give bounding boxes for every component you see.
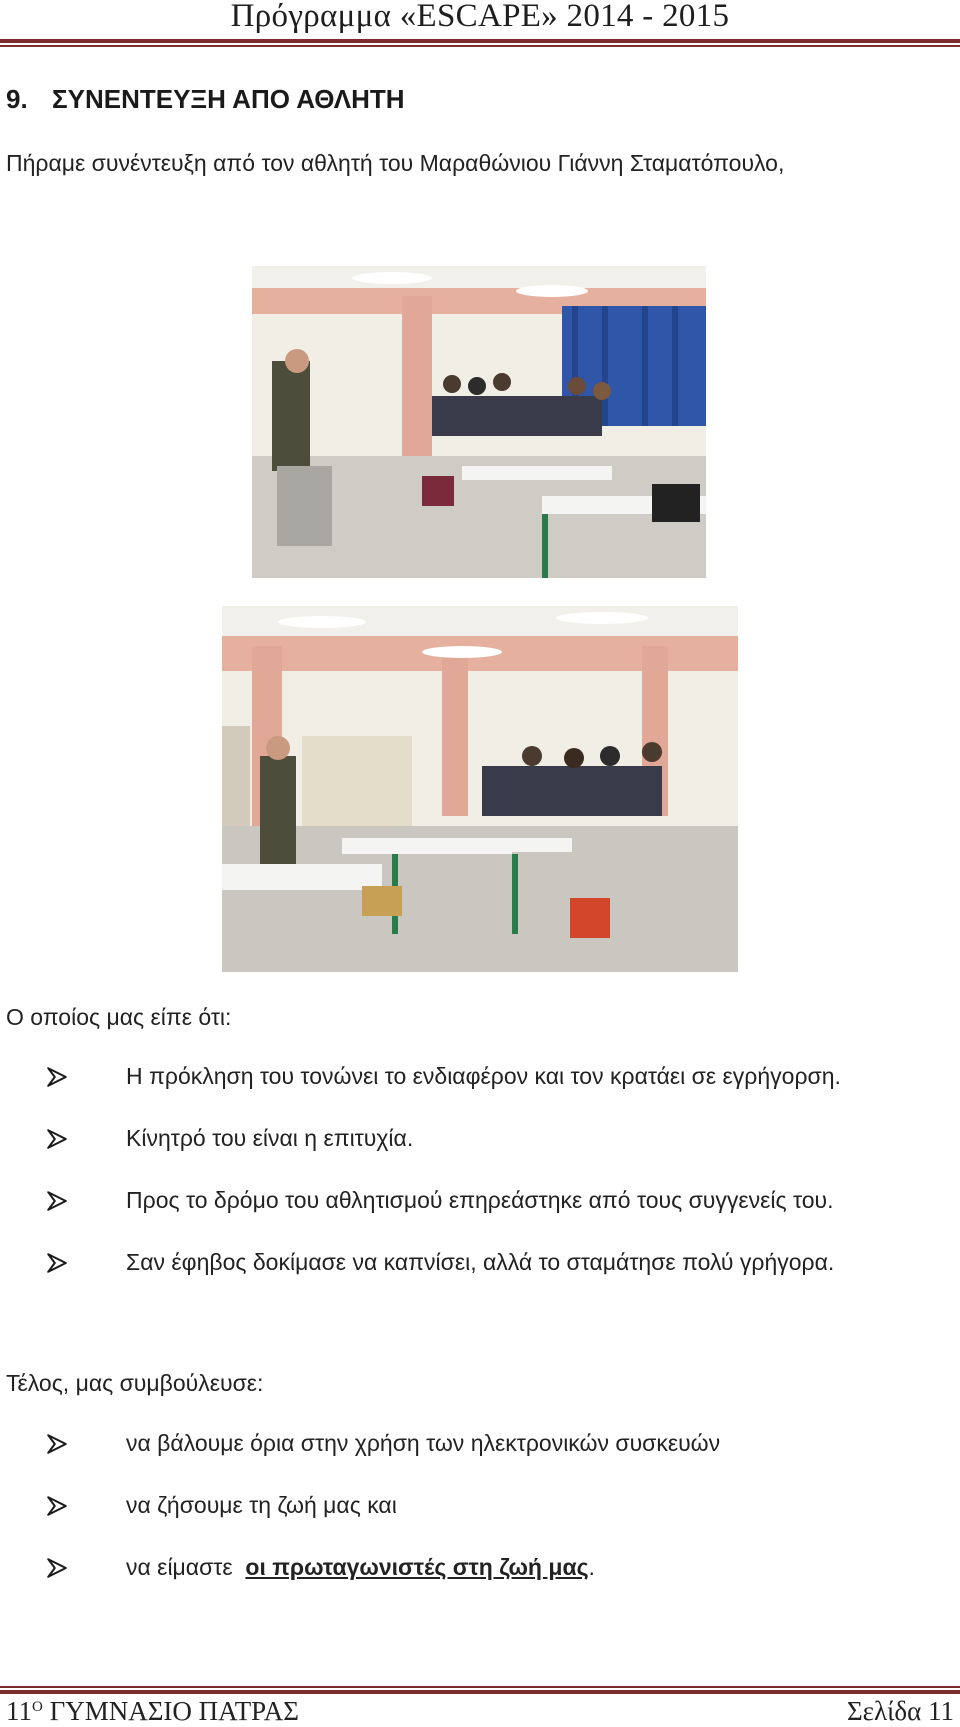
list-item-text: να ζήσουμε τη ζωή μας και [126,1492,397,1518]
arrowhead-bullet-icon [46,1066,86,1088]
section-heading [6,84,405,115]
arrowhead-bullet-icon [46,1252,86,1274]
footer-rule [0,1690,960,1694]
footer-school [6,1696,299,1727]
advice-last-suffix: . [588,1554,595,1580]
list-item-text: Η πρόκληση του τονώνει το ενδιαφέρον και τον κρατάει σε εγρήγορση. [126,1063,841,1089]
list-item [46,1063,841,1090]
footer-rule-thin [0,1686,960,1688]
footer-school-name: ΓΥΜΝΑΣΙΟ ΠΑΤΡΑΣ [42,1696,299,1726]
page-header-title: Πρόγραμμα «ESCAPE» 2014 - 2015 [230,0,730,34]
list-item [46,1430,720,1457]
header-rule [0,39,960,43]
interview-photo-2 [222,606,738,972]
arrowhead-bullet-icon [46,1557,86,1579]
arrowhead-bullet-icon [46,1190,86,1212]
list-item [46,1492,397,1519]
header-rule-thin [0,45,960,47]
advice-emphasis: οι πρωταγωνιστές στη ζωή μας [245,1554,589,1580]
list-item-text: Προς το δρόμο του αθλητισμού επηρεάστηκε από τους συγγενείς του. [126,1187,834,1213]
list-item-text: Σαν έφηβος δοκίμασε να καπνίσει, αλλά το σταμάτησε πολύ γρήγορα. [126,1249,835,1275]
advice-last-prefix: να είμαστε [126,1554,246,1580]
list-item [46,1249,834,1276]
list-item-text [126,1554,595,1581]
arrowhead-bullet-icon [46,1128,86,1150]
list-item [46,1187,833,1214]
said-intro: Ο οποίος μας είπε ότι: [6,1004,232,1030]
list-item [46,1125,413,1152]
section-title: ΣΥΝΕΝΤΕΥΞΗ ΑΠΟ ΑΘΛΗΤΗ [52,84,405,114]
intro-paragraph: Πήραμε συνέντευξη από τον αθλητή του Μαραθώνιου Γιάννη Σταματόπουλο, [6,150,785,176]
footer-school-number: 11 [6,1696,32,1726]
interview-photo-1 [252,266,706,578]
footer-school-sup: Ο [32,1699,43,1715]
arrowhead-bullet-icon [46,1433,86,1455]
list-item-text: να βάλουμε όρια στην χρήση των ηλεκτρονικών συσκευών [126,1430,721,1456]
footer-page-number: Σελίδα 11 [846,1696,954,1726]
arrowhead-bullet-icon [46,1495,86,1517]
section-number: 9. [6,84,28,114]
list-item-text: Κίνητρό του είναι η επιτυχία. [126,1125,414,1151]
advice-intro: Τέλος, μας συμβούλευσε: [6,1370,264,1396]
list-item [46,1554,595,1581]
